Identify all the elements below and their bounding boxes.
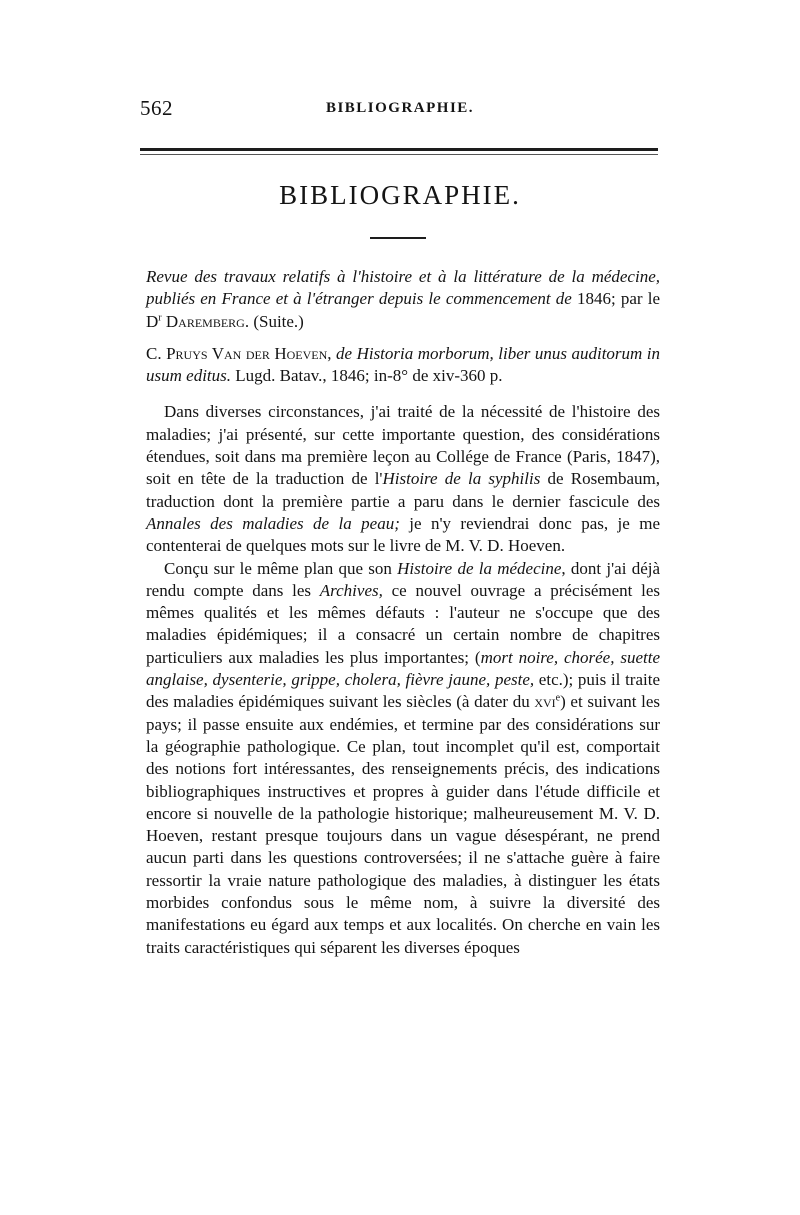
running-head (140, 96, 660, 126)
entry-2-suffix: Lugd. Batav., 1846; in-8° de xiv-360 p. (235, 366, 503, 386)
paragraph-1 (146, 401, 660, 557)
entry-1-superscript: r (158, 311, 162, 323)
paragraph-2-century: xvi (534, 692, 556, 712)
paragraph-1-text-c: je n'y reviendrai donc pas, je me contenterai de quelques mots sur le livre de M. V. D. Hoeven. (146, 513, 660, 556)
title-divider (370, 237, 426, 239)
running-title: BIBLIOGRAPHIE. (325, 100, 475, 116)
entry-1-suffix: (Suite.) (253, 311, 304, 331)
entry-1-year: 1846; par le D (146, 289, 661, 331)
bibliography-entry-2 (146, 343, 660, 388)
paragraph-2-text-b: , dont j'ai déjà rendu compte dans les (146, 558, 661, 600)
entry-2-prefix: C. (146, 343, 162, 363)
paragraph-2-text-a: Conçu sur le même plan que son (164, 558, 398, 578)
entry-2-comma: , (327, 343, 332, 363)
section-title: BIBLIOGRAPHIE. (279, 180, 521, 210)
paragraph-1-italic-2: Annales des maladies de la peau; (146, 513, 400, 533)
entry-2-title: de Historia morborum, liber unus auditorum in usum editus. (146, 343, 661, 386)
paragraph-2 (146, 558, 660, 959)
paragraph-2-text-d: etc.); puis il traite des maladies épidémiques suivant les siècles (à dater du (146, 670, 660, 712)
paragraph-2-century-sup: e (555, 692, 561, 704)
paragraph-1-text-b: de Rosembaum, traduction dont la première partie a paru dans le dernier fascicule des (146, 469, 660, 511)
paragraph-1-italic-1: Histoire de la syphilis (382, 469, 541, 489)
entry-2-author: Pruys Van der Hoeven (166, 343, 328, 363)
entry-1-author: Daremberg. (165, 311, 250, 331)
entry-1-title: Revue des travaux relatifs à l'histoire et à la littérature de la médecine, publiés en France et à l'étranger depuis le commencement de (146, 267, 660, 309)
page-number: 562 (140, 96, 173, 120)
header-rule-thin (140, 154, 658, 155)
paragraph-2-italic-3: mort noire, chorée, suette anglaise, dysenterie, grippe, cholera, fièvre jaune, peste, (146, 647, 660, 690)
body-text (146, 266, 660, 959)
paragraph-1-text-a: Dans diverses circonstances, j'ai traité de la nécessité de l'histoire des maladies; j'ai présenté, sur cette importante question, des considérations étendues, soit dans ma première leçon au Collége de France (Paris, 1847), soit en tête de la traduction de l' (146, 402, 660, 489)
paragraph-2-text-c: ce nouvel ouvrage a précisément les mêmes qualités et les mêmes défauts : l'auteur ne s'occupe que des maladies épidémiques; il a consacré un certain nombre de chapitres particuliers aux maladies les plus importantes; ( (146, 580, 660, 667)
header-rule-thick (140, 148, 658, 151)
paragraph-2-italic-1: Histoire de la médecine (397, 558, 562, 578)
paragraph-2-text-e: ) et suivant les pays; il passe ensuite aux endémies, et termine par des considérations sur la géographie pathologique. Ce plan, tout incomplet qu'il est, comportait des notions fort intéressantes, des renseignements précis, des indications bibliographiques instructives et propres à guider dans l'étude difficile et encore si nouvelle de la pathologie historique; malheureusement M. V. D. Hoeven, restant presque toujours dans un vague désespérant, ne prend aucun parti dans les questions controversées; il ne s'attache guère à faire ressortir la vraie nature pathologique des maladies, à distinguer les états morbides confondus sous le même nom, à suivre la diversité des manifestations eu égard aux temps et aux localités. On cherche en vain les traits caractéristiques qui séparent les diverses époques (146, 692, 660, 957)
bibliography-entry-1 (146, 266, 660, 333)
paragraph-2-italic-2: Archives, (319, 580, 383, 600)
